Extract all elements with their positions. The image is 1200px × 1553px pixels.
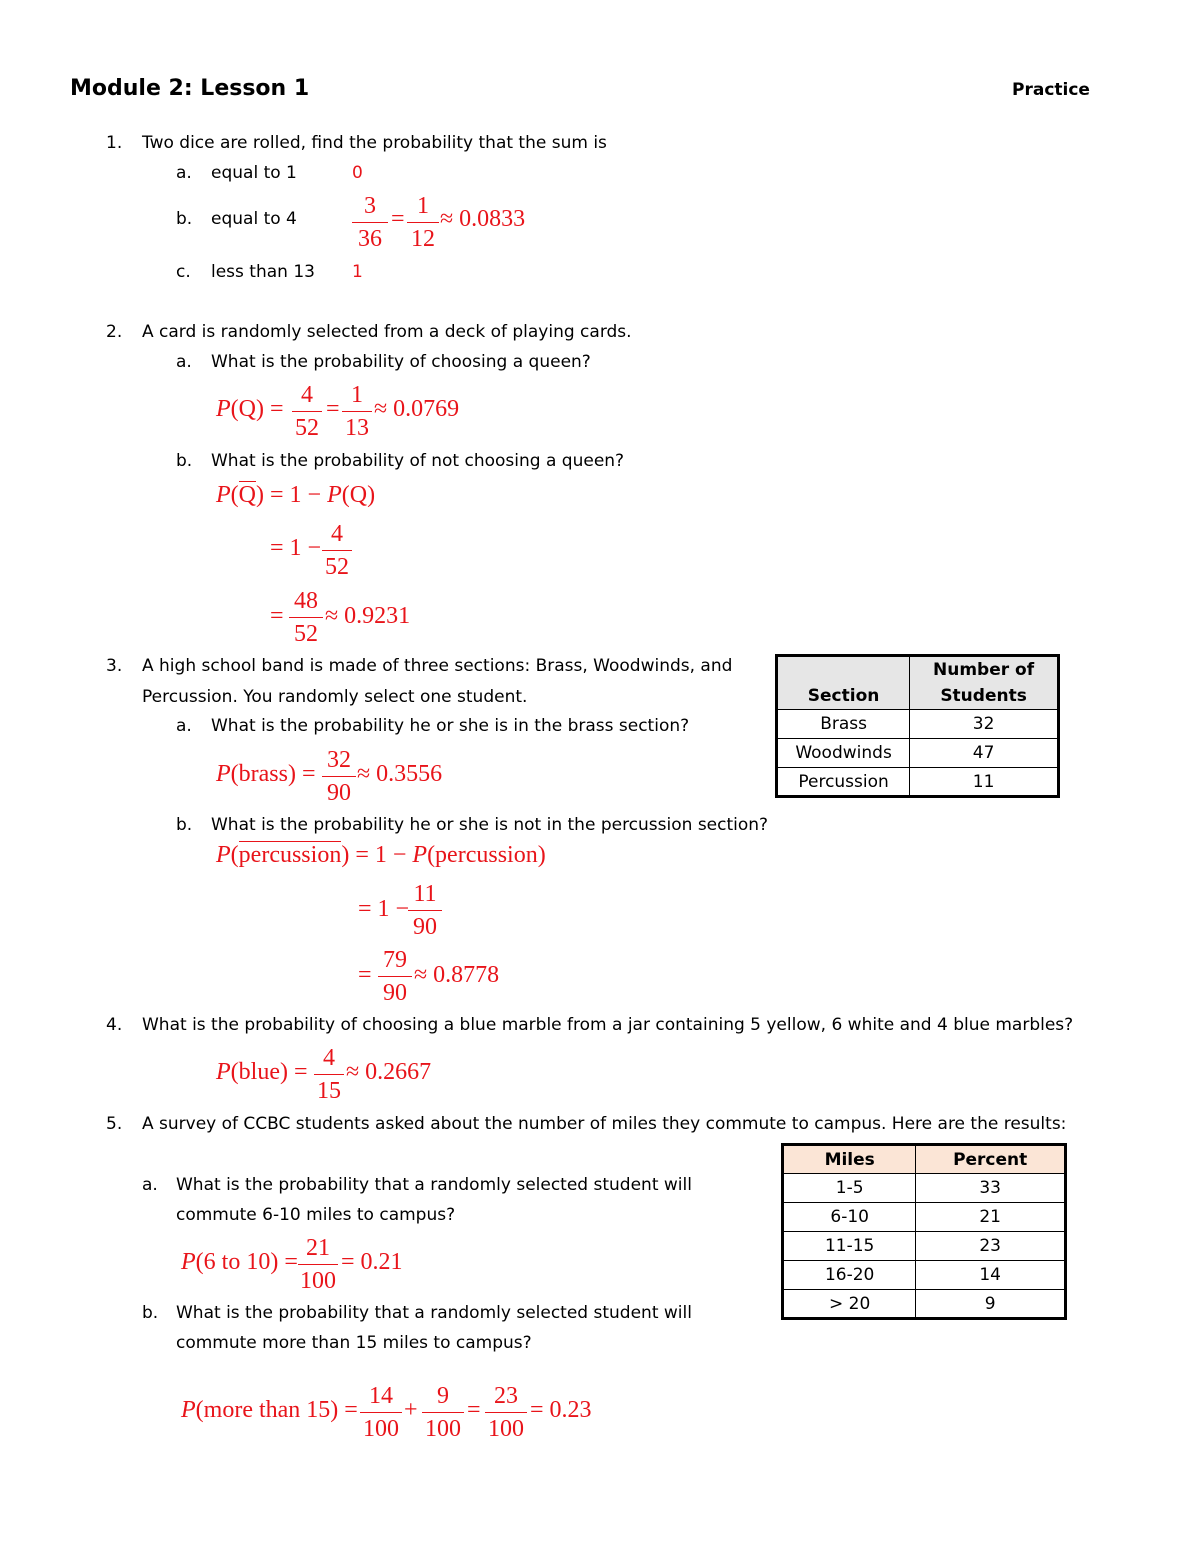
table-cell: 23	[916, 1232, 1066, 1261]
q5b-lhs-arg: (more than 15) =	[195, 1397, 358, 1423]
q4-denominator: 15	[317, 1078, 341, 1104]
q1b-approx: ≈ 0.0833	[440, 206, 526, 232]
q3b-l1-complement: percussion	[238, 842, 342, 868]
q2a-lhs-p: P	[216, 396, 231, 422]
q2b-l1-p: P	[216, 482, 231, 508]
q2b-l1-p2: P	[327, 482, 342, 508]
q1b-label: b.	[176, 209, 193, 229]
q4-number: 4.	[106, 1015, 123, 1035]
q3b-l2-denominator: 90	[413, 914, 437, 940]
q2b-line3-approx: ≈ 0.9231	[325, 603, 411, 629]
q2b-l1-close: ) = 1 −	[256, 482, 322, 508]
q2-number: 2.	[106, 322, 123, 342]
q3a-text: What is the probability he or she is in the brass section?	[211, 716, 690, 736]
commute-miles-table	[781, 1143, 1067, 1320]
q5a-text-line2: commute 6-10 miles to campus?	[176, 1205, 456, 1225]
practice-label: Practice	[1012, 80, 1090, 100]
q3b-line2-fraction	[408, 881, 442, 940]
q4-lhs-p: P	[216, 1059, 231, 1085]
table-header-percent: Percent	[916, 1145, 1066, 1174]
q5-text: A survey of CCBC students asked about the number of miles they commute to campus. Here are the results:	[142, 1114, 1067, 1134]
table-row	[783, 1261, 1066, 1290]
q5a-lhs	[181, 1249, 298, 1276]
q2a-lhs	[216, 396, 284, 423]
q2b-l1-arg2: (Q)	[341, 482, 376, 508]
table-header-section: Section	[777, 656, 910, 710]
table-row	[783, 1174, 1066, 1203]
q1b-fraction-2	[407, 193, 439, 252]
q3b-line3-fraction	[378, 947, 412, 1006]
q1c-answer: 1	[352, 262, 363, 282]
q2b-l1-open: (	[230, 482, 239, 508]
q2a-approx: ≈ 0.0769	[374, 396, 460, 422]
q3a-numerator: 32	[322, 747, 356, 777]
q5b-f1-numerator: 14	[360, 1383, 402, 1413]
table-row	[783, 1232, 1066, 1261]
q5a-denominator: 100	[300, 1268, 336, 1294]
table-cell: Percussion	[777, 768, 910, 797]
q3b-text: What is the probability he or she is not in the percussion section?	[211, 815, 769, 835]
q4-numerator: 4	[314, 1045, 344, 1075]
q2b-l3-denominator: 52	[294, 621, 318, 647]
q3b-l1-arg2: (percussion)	[427, 842, 546, 868]
q3a-lhs-p: P	[216, 761, 231, 787]
q2b-line2-pre: = 1 −	[270, 535, 322, 561]
q5a-rhs: = 0.21	[341, 1249, 403, 1275]
q3a-lhs	[216, 761, 316, 788]
q3-number: 3.	[106, 656, 123, 676]
q2b-line3-pre: =	[270, 603, 284, 629]
q2b-line3-fraction	[289, 588, 323, 647]
q1b-f2-denominator: 12	[411, 226, 435, 252]
q5b-fraction-1	[360, 1383, 402, 1442]
q2a-text: What is the probability of choosing a queen?	[211, 352, 591, 372]
table-cell: > 20	[783, 1290, 916, 1319]
q3a-denominator: 90	[327, 780, 351, 806]
table-cell: 11-15	[783, 1232, 916, 1261]
q5b-text-line1: What is the probability that a randomly selected student will	[176, 1303, 692, 1323]
table-cell: 16-20	[783, 1261, 916, 1290]
q3-text-line2: Percussion. You randomly select one student.	[142, 687, 528, 707]
q2b-line1	[216, 482, 375, 509]
q2b-l2-numerator: 4	[322, 521, 352, 551]
table-row	[777, 739, 1059, 768]
q1a-text: equal to 1	[211, 163, 297, 183]
q1-text: Two dice are rolled, find the probability that the sum is	[142, 133, 607, 153]
q2a-f1-denominator: 52	[295, 415, 319, 441]
q5b-rhs: = 0.23	[530, 1397, 592, 1423]
q5b-f2-numerator: 9	[422, 1383, 464, 1413]
q5b-f2-denominator: 100	[425, 1416, 461, 1442]
q5a-label: a.	[142, 1175, 158, 1195]
q5a-lhs-arg: (6 to 10) =	[195, 1249, 298, 1275]
q1b-text: equal to 4	[211, 209, 297, 229]
q3b-l1-close: ) = 1 −	[341, 842, 407, 868]
q5-number: 5.	[106, 1114, 123, 1134]
q3b-l2-numerator: 11	[408, 881, 442, 911]
q2a-f2-numerator: 1	[342, 382, 372, 412]
table-cell: 6-10	[783, 1203, 916, 1232]
q1b-fraction-1	[352, 193, 388, 252]
q2a-f1-numerator: 4	[292, 382, 322, 412]
q5b-lhs-p: P	[181, 1397, 196, 1423]
q3b-l1-open: (	[230, 842, 239, 868]
q2b-l3-numerator: 48	[289, 588, 323, 618]
q4-approx: ≈ 0.2667	[346, 1059, 432, 1085]
q5b-text-line2: commute more than 15 miles to campus?	[176, 1333, 532, 1353]
q1c-label: c.	[176, 262, 191, 282]
q4-fraction	[314, 1045, 344, 1104]
table-row	[783, 1203, 1066, 1232]
page-title: Module 2: Lesson 1	[70, 76, 310, 101]
q4-lhs-arg: (blue) =	[230, 1059, 308, 1085]
q5b-equals: =	[467, 1397, 481, 1423]
q3a-lhs-arg: (brass) =	[230, 761, 316, 787]
q1b-equals: =	[391, 206, 405, 232]
q5a-text-line1: What is the probability that a randomly selected student will	[176, 1175, 692, 1195]
q5b-plus: +	[404, 1397, 418, 1423]
q5a-numerator: 21	[298, 1235, 338, 1265]
q2b-label: b.	[176, 451, 193, 471]
q3a-fraction	[322, 747, 356, 806]
q2a-lhs-arg: (Q) =	[230, 396, 284, 422]
table-cell: 11	[910, 768, 1059, 797]
table-header-students: Number of Students	[910, 656, 1059, 710]
table-cell: 9	[916, 1290, 1066, 1319]
q1-number: 1.	[106, 133, 123, 153]
q1b-f2-numerator: 1	[407, 193, 439, 223]
q3b-line1	[216, 842, 546, 869]
band-sections-table	[775, 654, 1060, 798]
q2b-text: What is the probability of not choosing a queen?	[211, 451, 625, 471]
q2-text: A card is randomly selected from a deck of playing cards.	[142, 322, 632, 342]
q1b-f1-numerator: 3	[352, 193, 388, 223]
q2b-l2-denominator: 52	[325, 554, 349, 580]
table-cell: 32	[910, 710, 1059, 739]
q3b-line3-approx: ≈ 0.8778	[414, 962, 500, 988]
table-cell: 14	[916, 1261, 1066, 1290]
table-cell: Brass	[777, 710, 910, 739]
table-row	[783, 1290, 1066, 1319]
q3b-line3-pre: =	[358, 962, 372, 988]
q2b-l1-complement: Q	[238, 482, 257, 508]
q1a-answer: 0	[352, 163, 363, 183]
table-cell: 33	[916, 1174, 1066, 1203]
q3b-l1-p: P	[216, 842, 231, 868]
q5a-fraction	[298, 1235, 338, 1294]
q5b-fraction-2	[422, 1383, 464, 1442]
q5b-f1-denominator: 100	[363, 1416, 399, 1442]
q5b-f3-denominator: 100	[488, 1416, 524, 1442]
table-cell: 21	[916, 1203, 1066, 1232]
q5b-f3-numerator: 23	[485, 1383, 527, 1413]
q3b-l1-p2: P	[412, 842, 428, 868]
q3b-line2-pre: = 1 −	[358, 896, 410, 922]
q3b-l3-denominator: 90	[383, 980, 407, 1006]
table-header-row	[783, 1145, 1066, 1174]
table-header-miles: Miles	[783, 1145, 916, 1174]
q3a-label: a.	[176, 716, 192, 736]
q1c-text: less than 13	[211, 262, 315, 282]
q5b-fraction-3	[485, 1383, 527, 1442]
q2a-fraction-2	[342, 382, 372, 441]
q3b-l3-numerator: 79	[378, 947, 412, 977]
table-cell: 1-5	[783, 1174, 916, 1203]
q3a-approx: ≈ 0.3556	[357, 761, 443, 787]
table-cell: 47	[910, 739, 1059, 768]
q4-text: What is the probability of choosing a blue marble from a jar containing 5 yellow, 6 white and 4 blue marbles?	[142, 1015, 1074, 1035]
q5b-label: b.	[142, 1303, 159, 1323]
q2a-label: a.	[176, 352, 192, 372]
table-row	[777, 768, 1059, 797]
q2a-f2-denominator: 13	[345, 415, 369, 441]
q1a-label: a.	[176, 163, 192, 183]
q2a-fraction-1	[292, 382, 322, 441]
q2b-line2-fraction	[322, 521, 352, 580]
q4-lhs	[216, 1059, 308, 1086]
q5a-lhs-p: P	[181, 1249, 196, 1275]
q5b-lhs	[181, 1397, 358, 1424]
q3-text-line1: A high school band is made of three sections: Brass, Woodwinds, and	[142, 656, 733, 676]
table-cell: Woodwinds	[777, 739, 910, 768]
q1b-f1-denominator: 36	[358, 226, 382, 252]
table-row	[777, 710, 1059, 739]
q2a-equals: =	[326, 396, 340, 422]
table-header-row	[777, 656, 1059, 710]
q3b-label: b.	[176, 815, 193, 835]
